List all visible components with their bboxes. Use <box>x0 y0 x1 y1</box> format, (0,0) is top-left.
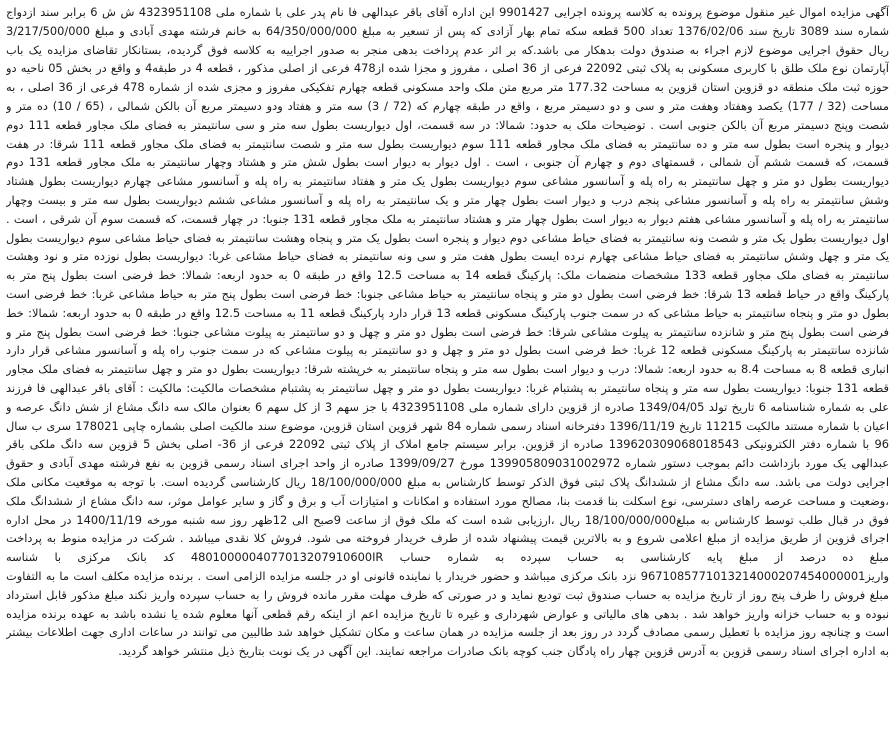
auction-notice-body: آگهی مزایده اموال غیر منقول موضوع پرونده به کلاسه پرونده اجرایی 9901427 این اداره آقای باقر عبدالهی فا نام پدر علی با شماره ملی 4323951108 ش ش 6 برابر سند ازدواج شماره سند 3089 تاریخ سند 1376/02/06 تعداد 500 قطعه سکه تمام بهار آزادی که پس از تسعیر به مبلغ 64/350/000/000 به خانم فرشته مهدی آبادی و مبلغ 3/217/500/000 ریال حقوق اجرایی موضوع لازم اجراء به صندوق دولت بدهکار می باشد.که بر اثر عدم پرداخت بدهی منجر به صدور اجراییه به کلاسه فوق گردیده، بستانکار تقاضای مزایده یک باب آپارتمان نوع ملک طلق با کاربری مسکونی به پلاک ثبتی 22092 فرعی از 36 اصلی ، مفروز و مجزا شده از478 فرعی از اصلی مذکور ، قطعه 4 در طبقه4 و واقع در بخش 05 ناحیه دو حوزه ثبت ملک منطقه دو قزوین استان قزوین به مساحت 177.32 متر مربع متن ملک واحد مسکونی قطعه چهارم تفکیکی مفروز و مجزی شده از شماره 478 فرعی از 36 اصلی ، به مساحت (32 / 177) یکصد وهفتاد وهفت متر و سی و دو دسیمتر مربع ، واقع در طبقه چهارم که (72 / 3) سه متر و هفتاد ودو دسیمتر مربع آن بالکن شمالی ، (65 / 10) ده متر و شصت وپنج دسیمتر مربع آن بالکن جنوبی است . توضیحات ملک به حدود: شمالا: در سه قسمت، اول دیواریست بطول سه متر و سی سانتیمتر به فضای ملک مجاور قطعه 111 دوم دیوار و پنجره است بطول سه متر و ده سانتیمتر به فضای ملک مجاور قطعه 111 سوم دیواریست بطول سه متر و شصت سانتیمتر به فضای ملک مجاور قطعه 111 شرقا: در هفت قسمت، که قسمت ششم آن شمالی ، قسمتهای دوم و چهارم آن جنوبی ، است . اول دیوار به دیوار است بطول شش متر و هشتاد وچهار سانتیمتر به ملک مجاور قطعه 131 دوم دیواریست بطول دو متر و چهل سانتیمتر به راه پله و آسانسور مشاعی سوم دیواریست بطول یک متر و هفتاد سانتیمتر به راه پله و آسانسور مشاعی چهارم دیواریست بطول هشتاد وشش سانتیمتر به راه پله و آسانسور مشاعی پنجم درب و دیوار است بطول چهار متر و یک سانتیمتر به راه پله و آسانسور مشاعی ششم دیواریست بطول سه متر و بیست وچهار سانتیمتر به راه پله و آسانسور مشاعی هفتم دیوار به دیوار است بطول چهار متر و هشتاد سانتیمتر به ملک مجاور قطعه 131 جنوبا: در چهار قسمت، که قسمت سوم آن شرقی ، است . اول دیواریست بطول یک متر و شصت ونه سانتیمتر به فضای حیاط مشاعی دوم دیوار و پنجره است بطول یک متر و پنجاه وهشت سانتیمتر به فضای حیاط مشاعی سوم دیواریست بطول یک متر و چهل وشش سانتیمتر به فضای حیاط مشاعی چهارم نرده ایست بطول هفت متر و سی ونه سانتیمتر به فضای حیاط مشاعی غربا: دیواریست بطول نوزده متر و نود وهشت سانتیمتر به فضای ملک مجاور قطعه 133 مشخصات منضمات ملک: پارکینگ قطعه 14 به مساحت 12.5 واقع در طبقه 0 به حدود اربعه: شمالا: خط فرضی است بطول پنج متر به پارکینگ واقع در حیاط قطعه 13 شرقا: خط فرضی است بطول دو متر و پنجاه سانتیمتر به حیاط مشاعی جنوبا: خط فرضی است بطول پنج متر به حیاط مشاعی غربا: خط فرضی است بطول دو متر و پنجاه سانتیمتر به حیاط مشاعی که در سمت جنوب پارکینگ مسکونی قطعه 13 قرار دارد پارکینگ قطعه 11 به مساحت 12.5 واقع در طبقه 0 به حدود اربعه: شمالا: خط فرضی است بطول پنج متر و شانزده سانتیمتر به پیلوت مشاعی شرقا: خط فرضی است بطول دو متر و چهل و دو سانتیمتر به پیلوت مشاعی جنوبا: خط فرضی است بطول پنج متر و شانزده سانتیمتر به پارکینگ مسکونی قطعه 12 غربا: خط فرضی است بطول دو متر و چهل و دو سانتیمتر به پیلوت مشاعی که در سمت جنوب راه پله و آسانسور مشاعی قرار دارد انباری قطعه 8 به مساحت 8.4 به حدود اربعه: شمالا: درب و دیوار است بطول سه متر و پنجاه سانتیمتر به خرپشته شرقا: دیواریست بطول دو متر و چهل سانتیمتر به فضای ملک مجاور قطعه 131 جنوبا: دیواریست بطول سه متر و پنجاه سانتیمتر به پشتبام غربا: دیواریست بطول دو متر و چهل سانتیمتر به پشتبام مشخصات مالکیت: مالکیت : آقای باقر عبدالهی فا فرزند علی به شماره شناسنامه 6 تاریخ تولد 1349/04/05 صادره از قزوین دارای شماره ملی 4323951108 با جز سهم 3 از کل سهم 6 بعنوان مالک سه دانگ مشاع از شش دانگ عرصه و اعیان با شماره مستند مالکیت 11215 تاریخ 1396/11/19 دفترخانه اسناد رسمی شماره 84 شهر قزوین استان قزوین، موضوع سند مالکیت اصلی بشماره چاپی 178021 سری ب سال 96 با شماره دفتر الکترونیکی 139620309068018543 صادره از قزوین. برابر سیستم جامع املاک از پلاک ثبتی 22092 فرعی از 36- اصلی بخش 5 قزوین سه دانگ ملکی باقر عبدالهی یک مورد بازداشت دائم بموجب دستور شماره 139905809031002972 مورخ 1399/09/27 صادره از واحد اجرای اسناد رسمی قزوین به نفع فرشته مهدی آبادی و حقوق اجرایی دولت می باشد. سه دانگ مشاع از ششدانگ پلاک ثبتی فوق الذکر توسط کارشناس به مبلغ 18/100/000/000 ریال کارشناسی گردیده است. با توجه به موقعیت مکانی ملک ،وضعیت و مساحت عرصه راهای دسترسی، نوع اسکلت بنا قدمت بنا، مصالح مورد استفاده و امکانات و امتیازات آب و برق و گاز و سایر عوامل موثر، سه دانگ مشاع از ششدانگ ملک فوق در قبال طلب توسط کارشناس به مبلغ18/100/000/000 ریال ،ارزیابی شده است که ملک فوق از ساعت 9صبح الی 12ظهر روز سه شنبه مورخه 1400/11/19 در محل اداره اجرای قزوین از طریق مزایده از مبلغ اعلامی شروع و به بالاترین قیمت پیشنهاد شده از طرف خریدار فروخته می شود. فروش کلا نقدی میباشد . شرکت در مزایده منوط به پرداخت مبلغ ده درصد از مبلغ پایه کارشناسی به حساب سپرده به شماره حساب 4801000004077013207910600IR کد بانک مرکزی با شناسه واریز9671085771013214000207454000001 نزد بانک مرکزی میباشد و حضور خریدار یا نماینده قانونی او در جلسه مزایده الزامی است . برنده مزایده مکلف است ما به التفاوت مبلغ فروش را ظرف پنج روز از تاریخ مزایده به حساب صندوق ثبت تودیع نماید و در صورتی که ظرف مهلت مقرر مانده فروش را به حساب سپرده واریز نکند مبلغ مذکور قابل استرداد نبوده و به حساب خزانه واریز خواهد شد . بدهی های مالیاتی و عوارض شهرداری و غیره تا تاریخ مزایده اعم از اینکه رقم قطعی آنها معلوم شده یا نشده باشد به عهده برنده مزایده است و چنانچه روز مزایده با تعطیل رسمی مصادف گردد در روز بعد از جلسه مزایده در همان ساعت و مکان تشکیل خواهد شد طالبین می توانند در ساعات اداری جهت اطلاعات بیشتر به اداره اجرای اسناد رسمی قزوین به آدرس قزوین چهار راه پادگان جنب کوچه بانک صادرات مراجعه نمایند. این آگهی در یک نوبت بتاریخ ذیل منتشر خواهد گردید. <box>6 5 889 659</box>
